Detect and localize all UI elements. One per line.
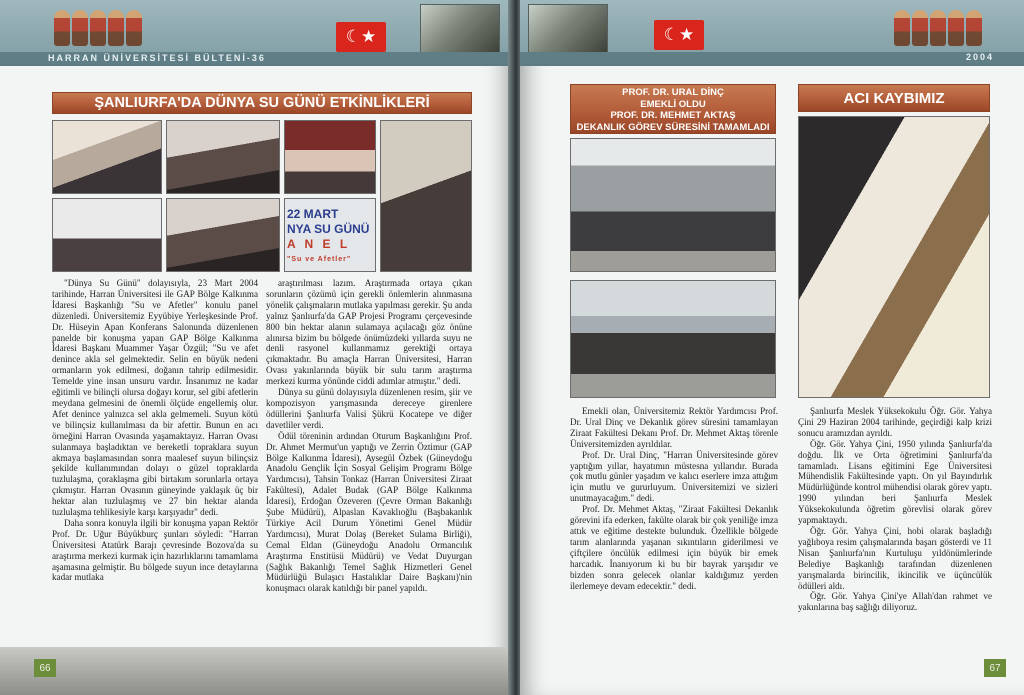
retirement-title-line: PROF. DR. MEHMET AKTAŞ bbox=[610, 110, 736, 121]
paragraph: "Dünya Su Günü" dolayısıyla, 23 Mart 2004 tarihinde, Harran Üniversitesi ile GAP Bölge Kalkınma İdaresi Başkanlığı "Su ve Afetler" konulu panel düzenledi. Üniversitemiz Eyyübiye Yerleşkesinde Prof. Dr. Hüseyin Apan Konferans Salonunda düzenlenen panelde bir konuşma yapan GAP Bölge Kalkınma İdaresi Başkanı Muammer Yaşar Özgül; "Su ve afet denince akla sel gelmektedir. Selin en büyük nedeni ormanların yok edilmesi, doğanın tahrip edilmesidir. Temelde yine insan unsuru vardır. İnsanımız ne kadar eğitimli ve bilinçli olursa doğayı korur, sel gibi afetlerin meydana gelmesini de önemli ölçüde engellemiş olur. Afet denince yalnızca sel akla gelmemeli. Suyun kötü ve bilinçsiz kullanılması da bir afettir. Bunun en acı örneğini Harran Ovasında yaşamaktayız. Harran Ovası sulanmaya başladıktan ve bereketli topraklara suyun akmaya başlamasından sonra maalesef suyun bilinçsiz şekilde kullanımından dolayı o güzel topraklarda tuzlulaşma, çoraklaşma gibi birtakım sorunlarla ortaya çıkmıştır. Harran Ovasının güneyinde yaklaşık üç bir hektar alan tuzlulaşmış ve 27 bin hektar alanda tuzlulaşma tehlikesiyle karşı karşıyadır" dedi. bbox=[52, 278, 258, 518]
retirement-title-line: DEKANLIK GÖREV SÜRESİNİ TAMAMLADI bbox=[576, 121, 770, 133]
paragraph: Ödül töreninin ardından Oturum Başkanlığını Prof. Dr. Ahmet Mermut'un yaptığı ve Zerrin Öztimur (GAP Bölge Kalkınma İdaresi), Aysegül Özbek (Güneydoğu Anadolu Gençlik İçin Sosyal Gelişim Programı Bölge Yardımcısı), Tahsin Tonkaz (Harran Üniversitesi Ziraat Fakültesi), Adalet Budak (GAP Bölge Kalkınma İdaresi), Erdoğan Özeveren (Çevre Orman Bakanlığı Şube Müdürü), Alpaslan Kavaklıoğlu (Başbakanlık Türkiye Acil Durum Yönetimi Genel Müdür Yardımcısı), Murat Dolaş (Bereket Sulama Birliği), Cemal Eldan (Güneydoğu Anadolu Ormancılık Araştırma Enstitüsü Müdürü) ve Vedat Duyurgan (Sağlık Bakanlığı Temel Sağlık Hizmetleri Genel Müdürlüğü Bulaşıcı Hastalıklar Daire Başkanı)'nin konuşmacı olarak katıldığı bir panel yapıldı. bbox=[266, 430, 472, 594]
floor-shadow bbox=[0, 647, 512, 695]
issue-year: 2004 bbox=[965, 52, 994, 62]
painter-portrait-photo bbox=[798, 116, 990, 398]
turkish-flag-icon: ☾★ bbox=[336, 22, 386, 52]
left-column-1 bbox=[52, 278, 258, 626]
retirement-title bbox=[570, 84, 776, 134]
event-photo-3 bbox=[284, 120, 376, 194]
turkish-flag-icon: ☾★ bbox=[654, 20, 704, 50]
event-photo-5 bbox=[166, 198, 280, 272]
banner-line-4: "Su ve Afetler" bbox=[287, 256, 352, 263]
right-column-1 bbox=[570, 406, 778, 646]
paragraph: Emekli olan, Üniversitemiz Rektör Yardımcısı Prof. Dr. Ural Dinç ve Dekanlık görev süresini tamamlayan Ziraat Fakültesi Dekanı Prof. Dr. Mehmet Aktaş törenle Üniversitemizden ayrıldılar. bbox=[570, 406, 778, 449]
paragraph: Prof. Dr. Ural Dinç, "Harran Üniversitesinde görev yaptığım yıllar, hayatımın müstesna yıllarıdır. Burada çok mutlu günler yaşadım ve kalıcı eserlere imza attığım için mutlu ve gururluyum. Üniversitemizi ve sizleri unutmayacağım." dedi. bbox=[570, 449, 778, 504]
header-band bbox=[520, 52, 1024, 64]
running-title: HARRAN ÜNİVERSİTESİ BÜLTENİ-36 bbox=[48, 53, 266, 63]
folk-dancers-image bbox=[54, 10, 146, 46]
paragraph: Şanlıurfa Meslek Yüksekokulu Öğr. Gör. Yahya Çini 29 Haziran 2004 tarihinde, geçirdiği kalp krizi sonucu aramızdan ayrıldı. bbox=[798, 406, 992, 438]
right-header bbox=[520, 0, 1024, 66]
paragraph: Öğr. Gör. Yahya Çini'ye Allah'dan rahmet ve yakınlarına baş sağlığı diliyoruz. bbox=[798, 591, 992, 613]
paragraph: Prof. Dr. Mehmet Aktaş, "Ziraat Fakültesi Dekanlık görevini ifa ederken, fakülte olarak bir çok yeniliğe imza attık ve eğitime destekte bulunduk. Özellikle bölgede tarım alanlarında yaşanan sıkıntıların giderilmesi ve çiftçilere öncülük edilmesi için büyük bir emek harcadık. İnanıyorum ki bu bir bayrak yarışıdır ve bizden sonra gelecek olanlar kaldığımız yerden ilerlemeye devam edecektir." dedi. bbox=[570, 504, 778, 591]
event-photo-1 bbox=[52, 120, 162, 194]
obituary-title: ACI KAYBIMIZ bbox=[798, 84, 990, 112]
staff-group-photo bbox=[570, 280, 776, 398]
paragraph: araştırılması lazım. Araştırmada ortaya çıkan sorunların çözümü için gerekli önlemlerin alınmasına yönelik çalışmaların mutlaka yapılması gerekir. Şu anda yalnız Şanlıurfa'da GAP Projesi Programı çerçevesinde 800 bin hektar alanın sulamaya açılacağı göz önüne alınırsa bizim bu bölgede önümüzdeki yıllarda suyu ne denli rasyonel kullanmamız gerektiği ortaya çıkmaktadır. Bu amaçla Harran Üniversitesi, Harran Ovası yakınlarında büyük bir sulu tarım araştırma merkezi kurma yönünde ciddi adımlar atmıştır." dedi. bbox=[266, 278, 472, 387]
banner-text bbox=[287, 207, 375, 267]
left-header bbox=[0, 0, 512, 66]
banner-line-3: A N E L bbox=[287, 237, 351, 251]
paragraph: Daha sonra konuyla ilgili bir konuşma yapan Rektör Prof. Dr. Uğur Büyükburç şunları söyledi: "Harran Üniversitesi Atatürk Barajı çevresinde Bozova'da su araştırma merkezi kurmak için hazırlıklarını tamamlama aşamasına gelmiştir. Bu bölgede suyun ince detaylarına kadar mutlaka bbox=[52, 517, 258, 583]
water-day-banner-photo bbox=[284, 198, 376, 272]
paragraph: Öğr. Gör. Yahya Çini, 1950 yılında Şanlıurfa'da doğdu. İlk ve Orta öğretimini Şanlıurfa'da tamamladı. Lisans eğitimini Ege Üniversitesi Mühendislik Fakültesinde yaptı. On yıl Bayındırlık Müdürlüğünde kontrol mühendisi olarak görev yaptı. 1990 yılından beri Şanlıurfa Meslek Yüksekokulunda öğretim görevlisi olarak görev yapmaktaydı. bbox=[798, 438, 992, 526]
folk-dancers-image bbox=[894, 10, 986, 46]
speaker-photo bbox=[380, 120, 472, 272]
right-column-2 bbox=[798, 406, 992, 646]
retirement-title-line: EMEKLİ OLDU bbox=[640, 98, 706, 110]
retirement-title-line: PROF. DR. URAL DİNÇ bbox=[622, 87, 724, 98]
header-photo bbox=[528, 4, 608, 54]
ceremony-group-photo bbox=[570, 138, 776, 272]
header-photo bbox=[420, 4, 500, 54]
paragraph: Öğr. Gör. Yahya Çini, hobi olarak başladığı yağlıboya resim çalışmalarında başarı gösterdi ve 11 Nisan Şanlıurfa'nın Kurtuluşu yıldönümlerinde Belediye Başkanlığı tarafından düzenlenen yarışmalarda birincilik, ikincilik ve üçüncülük ödülleri aldı. bbox=[798, 525, 992, 591]
page-number-right: 67 bbox=[984, 659, 1006, 677]
article-title: ŞANLIURFA'DA DÜNYA SU GÜNÜ ETKİNLİKLERİ bbox=[52, 92, 472, 114]
left-column-2 bbox=[266, 278, 472, 626]
banner-line-2: NYA SU GÜNÜ bbox=[287, 222, 370, 236]
event-photo-4 bbox=[52, 198, 162, 272]
paragraph: Dünya su günü dolayısıyla düzenlenen resim, şiir ve kompozisyon yarışmasında dereceye girenlere ödüllerini Şanlıurfa Valisi Şükrü Kocatepe ve diğer davetliler verdi. bbox=[266, 387, 472, 430]
page-number-left: 66 bbox=[34, 659, 56, 677]
banner-line-1: 22 MART bbox=[287, 207, 339, 221]
event-photo-2 bbox=[166, 120, 280, 194]
right-page bbox=[520, 0, 1024, 695]
